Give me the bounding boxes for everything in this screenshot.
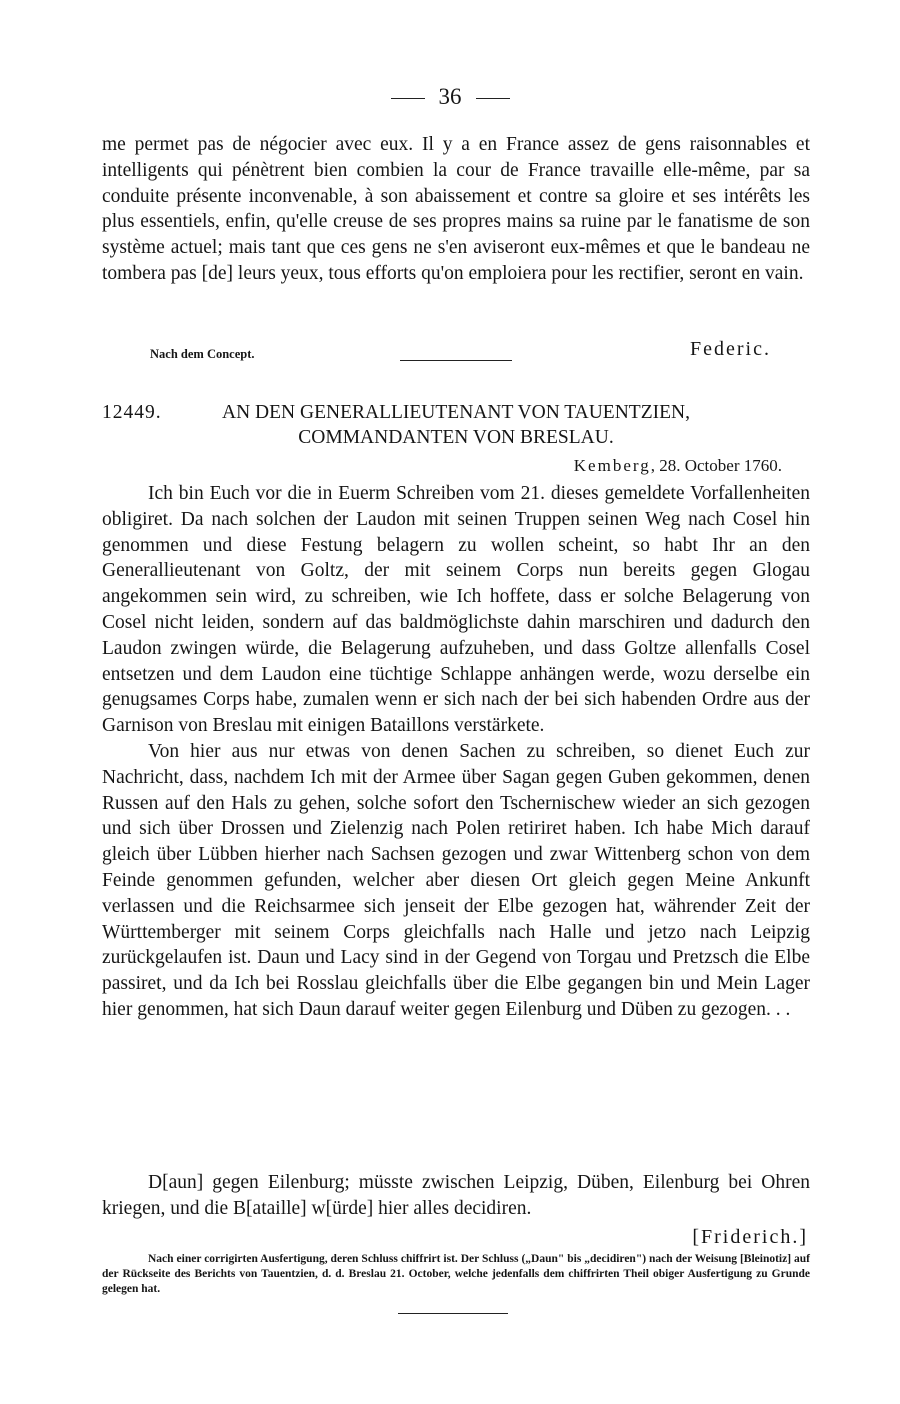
dateline-date: , 28. October 1760.	[650, 456, 782, 475]
closing-divider	[398, 1313, 508, 1314]
heading-line-1: AN DEN GENERALLIEUTENANT VON TAUENTZIEN,	[222, 402, 690, 423]
letter-paragraph-2: Von hier aus nur etwas von denen Sachen zu schreiben, so dienet Euch zur Nachricht, dass, nachdem Ich mit der Armee über Sagan gegen Guben gekommen, denen Russen auf den Hals zu gehen, solche sofort den Tschernischew wieder an sich gezogen und sich über Drossen und Zielenzig nach Polen retiriret haben. Ich habe Mich darauf gleich über Lübben hierher nach Sachsen gezogen und zwar Wittenberg schon von dem Feinde genommen gefunden, welcher aber diesen Ort gleich gegen Meine Ankunft verlassen und die Reichsarmee sich jenseit der Elbe gezogen hat, währender Zeit der Württemberger mit seinem Corps gleichfalls nach Halle und jetzo nach Leipzig zurückgelaufen ist. Daun und Lacy sind in der Gegend von Torgau und Pretzsch die Elbe passiret, und da Ich bei Rosslau gleichfalls über die Elbe gegangen bin und Mein Lager hier genommen, hat sich Daun darauf weiter gegen Eilenburg und Düben zu gezogen. . .	[102, 740, 810, 1020]
letter-body	[102, 481, 810, 1023]
continuation-paragraph	[102, 132, 810, 287]
letter-paragraph-1: Ich bin Euch vor die in Euerm Schreiben vom 21. dieses gemeldete Vorfallenheiten obligiret. Da nach solchen der Laudon mit seinen Truppen seinen Weg nach Cosel hin genommen und diese Festung belagern zu wollen scheint, so habt Ihr an den Generallieutenant von Goltz, der mit seinem Corps nun bereits gegen Glogau angekommen sein wird, zu schreiben, wie Ich hoffete, dass er solche Belagerung von Cosel nicht leiden, sondern auf das baldmöglichste dahin marschiren und dadurch den Laudon zwingen würde, die Belagerung aufzuheben, und dass Goltze allenfalls Cosel entsetzen und dem Laudon eine tüchtige Schlappe anhängen werde, wozu derselbe ein genugsames Corps habe, zumalen wenn er sich nach der bei sich habenden Ordre aus der Garnison von Breslau mit einigen Bataillons verstärkete.	[102, 483, 810, 737]
signature-federic: Federic.	[690, 338, 771, 360]
page-number-text: 36	[438, 84, 462, 109]
heading-line-2: COMMANDANTEN VON BRESLAU.	[298, 427, 614, 448]
footnote-text: Nach einer corrigirten Ausfertigung, deren Schluss chiffrirt ist. Der Schluss („Daun" bis „decidiren") nach der Weisung [Bleinotiz] auf der Rückseite des Berichts von Tauentzien, d. d. Breslau 21. October, welche jedenfalls dem chiffrirten Theil obiger Ausfertigung zu Grunde gelegen hat.	[102, 1253, 810, 1295]
continuation-text: me permet pas de négocier avec eux. Il y a en France assez de gens raisonnables et intelligents qui pénètrent bien combien la cour de France travaille elle-même, par sa conduite présente inconvenable, à son abaissement et contre sa gloire et ses intérêts les plus essentiels, enfin, qu'elle creuse de ses propres mains sa ruine par le fanatisme de son système actuel; mais tant que ces gens ne s'en aviseront eux-mêmes et que le bandeau ne tombera pas [de] leurs yeux, tous efforts qu'on emploiera pour les rectifier, seront en vain.	[102, 134, 810, 284]
signature-friderich: [Friderich.]	[692, 1226, 808, 1248]
letter-number: 12449.	[102, 402, 162, 423]
page-number-dash-left	[391, 98, 425, 99]
postscript	[102, 1170, 810, 1222]
page-number	[0, 84, 900, 110]
postscript-text: D[aun] gegen Eilenburg; müsste zwischen Leipzig, Düben, Eilenburg bei Ohren kriegen, und die B[ataille] w[ürde] hier alles decidiren.	[102, 1172, 810, 1219]
section-divider	[400, 360, 512, 361]
dateline	[574, 456, 782, 476]
footnote	[102, 1252, 810, 1297]
page-number-dash-right	[476, 98, 510, 99]
dateline-place: Kemberg	[573, 456, 651, 475]
letter-heading	[102, 400, 810, 450]
source-note: Nach dem Concept.	[150, 347, 255, 361]
